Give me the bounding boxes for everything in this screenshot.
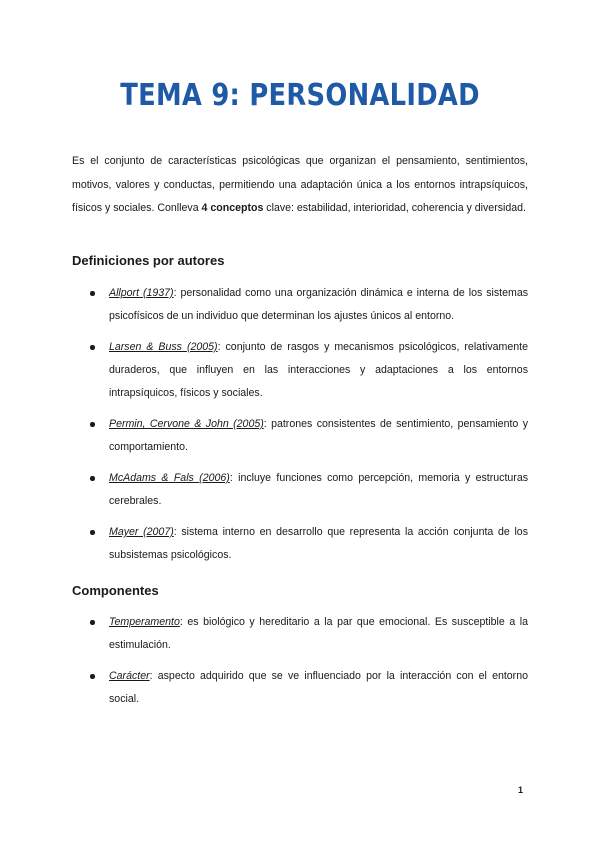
bullet-icon (90, 620, 95, 625)
bullet-icon (90, 530, 95, 535)
definition-text: : sistema interno en desarrollo que representa la acción conjunta de los subsistemas psicológicos. (109, 526, 528, 561)
bullet-icon (90, 422, 95, 427)
bullet-icon (90, 291, 95, 296)
definitions-heading: Definiciones por autores (72, 253, 225, 268)
intro-bold-text: 4 conceptos (201, 202, 264, 215)
document-title: TEMA 9: PERSONALIDAD (120, 78, 480, 113)
author-reference: Mayer (2007) (109, 526, 174, 538)
component-name: Carácter (109, 670, 150, 682)
list-item (72, 521, 528, 567)
bullet-icon (90, 345, 95, 350)
list-item (72, 282, 528, 328)
definition-text: : patrones consistentes de sentimiento, pensamiento y comportamiento. (109, 418, 528, 453)
author-reference: McAdams & Fals (2006) (109, 472, 230, 484)
definition-text: : conjunto de rasgos y mecanismos psicológicos, relativamente duraderos, que influyen en las interacciones y adaptaciones a los entornos intrapsíquicos, físicos y sociales. (109, 341, 528, 399)
list-item (72, 336, 528, 405)
components-list (72, 611, 528, 711)
bullet-icon (90, 476, 95, 481)
intro-text-end: clave: estabilidad, interioridad, coherencia y diversidad. (263, 202, 526, 215)
definitions-list (72, 282, 528, 567)
list-item (72, 665, 528, 711)
author-reference: Permin, Cervone & John (2005) (109, 418, 264, 430)
list-item (72, 467, 528, 513)
definition-text: : personalidad como una organización dinámica e interna de los sistemas psicofísicos de un individuo que determinan los ajustes únicos al entorno. (109, 287, 529, 322)
author-reference: Larsen & Buss (2005) (109, 341, 218, 353)
author-reference: Allport (1937) (109, 287, 174, 299)
page-number: 1 (518, 785, 524, 795)
intro-paragraph (72, 150, 528, 221)
components-heading: Componentes (72, 583, 159, 598)
component-text: : es biológico y hereditario a la par que emocional. Es susceptible a la estimulación. (109, 616, 528, 651)
definition-text: : incluye funciones como percepción, memoria y estructuras cerebrales. (109, 472, 529, 507)
list-item (72, 611, 528, 657)
intro-text-start: Es el conjunto de características psicológicas que organizan el pensamiento, sentimientos, motivos, valores y conductas, permitiendo una adaptación única a los entornos intrapsíquicos, físicos y sociales. Conlleva (72, 155, 528, 215)
bullet-icon (90, 674, 95, 679)
component-name: Temperamento (109, 616, 180, 628)
component-text: : aspecto adquirido que se ve influenciado por la interacción con el entorno social. (109, 670, 528, 705)
list-item (72, 413, 528, 459)
